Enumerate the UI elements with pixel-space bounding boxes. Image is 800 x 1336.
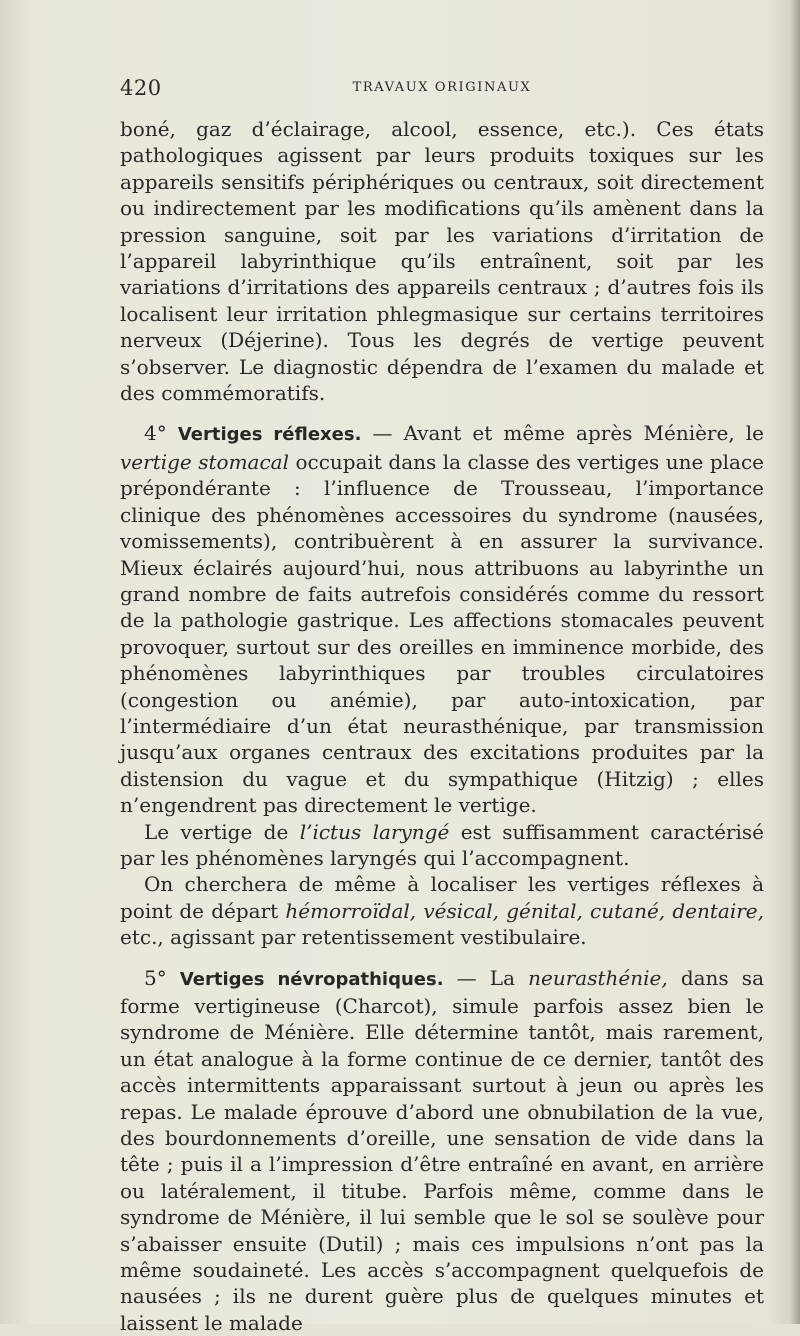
paragraph-vertiges-reflexes: 4° Vertiges réflexes. — Avant et même après Ménière, le vertige stomacal occupait dans la classe des vertiges une place prépondérante : l’influence de Trousseau, l’importance clinique des phénomènes accessoires du syndrome (nausées, vomissements), contribuèrent à en assurer la survivance. Mieux éclairés aujourd’hui, nous attribuons au labyrinthe un grand nombre de faits autrefois considérés comme du ressort de la pathologie gastrique. Les affections stomacales peuvent provoquer, surtout sur des oreilles en imminence morbide, des phénomènes labyrinthiques par troubles circulatoires (congestion ou anémie), par auto-intoxication, par l’intermédiaire d’un état neurasthénique, par transmission jusqu’aux organes centraux des excitations produites par la distension du vague et du sympathique (Hitzig) ; elles n’engendrent pas directement le vertige.: [120, 421, 764, 818]
section-heading-vertiges-reflexes: Vertiges réflexes.: [177, 424, 362, 446]
paragraph-ictus-laryngé: Le vertige de l’ictus laryngé est suffisamment caractérisé par les phénomènes laryngés qui l’accompagnent.: [120, 819, 764, 870]
page-number: 420: [120, 76, 162, 100]
paragraph-vertiges-localisation: On cherchera de même à localiser les vertiges réflexes à point de départ hémorroïdal, vésical, génital, cutané, dentaire, etc., agissant par retentissement vestibulaire.: [120, 872, 764, 950]
page-edge-shadow: [790, 0, 800, 1324]
paragraph-vertiges-nevropathiques: 5° Vertiges névropathiques. — La neurasthénie, dans sa forme vertigineuse (Charcot), simule parfois assez bien le syndrome de Ménière. Elle détermine tantôt, mais rarement, un état analogue à la forme continue de ce dernier, tantôt des accès intermittents apparaissant surtout à jeun ou après les repas. Le malade éprouve d’abord une obnubilation de la vue, des bourdonnements d’oreille, une sensation de vide dans la tête ; puis il a l’impression d’être entraîné en avant, en arrière ou latéralement, il titube. Parfois même, comme dans le syndrome de Ménière, il lui semble que le sol se soulève pour s’abaisser ensuite (Dutil) ; mais ces impulsions n’ont pas la même soudaineté. Les accès s’accompagnent quelquefois de nausées ; ils ne durent guère plus de quelques minutes et laissent le malade: [120, 965, 764, 1335]
section-number: 5°: [144, 965, 180, 990]
paragraph-continuation: boné, gaz d’éclairage, alcool, essence, etc.). Ces états pathologiques agissent par leurs produits toxiques sur les appareils sensitifs périphériques ou centraux, soit directement ou indirectement par les modifications qu’ils amènent dans la pression sanguine, soit par les variations d’irritation de l’appareil labyrinthique qu’ils entraînent, soit par les variations d’irritations des appareils centraux ; d’autres fois ils localisent leur irritation phlegmasique sur certains territoires nerveux (Déjerine). Tous les degrés de vertige peuvent s’observer. Le diagnostic dépendra de l’examen du malade et des commémoratifs.: [120, 117, 764, 406]
emphasis-term: hémorroïdal, vésical, génital, cutané, dentaire,: [285, 898, 764, 923]
body-text: [120, 116, 764, 1336]
section-heading-vertiges-nevropathiques: Vertiges névropathiques.: [179, 968, 444, 990]
emphasis-term: vertige stomacal: [120, 449, 289, 474]
emphasis-term: neurasthénie,: [528, 965, 668, 990]
page-header: [120, 74, 764, 104]
emphasis-term: l’ictus laryngé: [299, 819, 450, 844]
running-title: TRAVAUX ORIGINAUX: [352, 80, 532, 95]
section-number: 4°: [144, 421, 178, 446]
